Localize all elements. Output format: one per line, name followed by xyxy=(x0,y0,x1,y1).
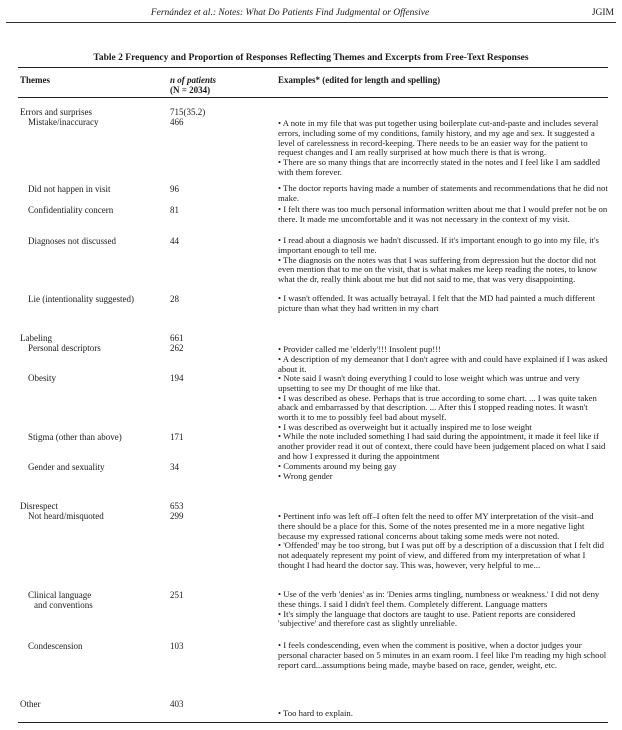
examples-personal-descriptors xyxy=(278,345,608,374)
theme-clinical-language xyxy=(28,590,93,610)
examples-did-not-happen xyxy=(278,184,608,204)
example-text: • Wrong gender xyxy=(278,470,333,481)
count-gender: 34 xyxy=(170,462,179,472)
count-disrespect: 653 xyxy=(170,501,184,511)
header-themes: Themes xyxy=(20,75,50,85)
example-text: • The doctor reports having made a number of statements and recommendations that he did not make. xyxy=(278,183,608,203)
count-condescension: 103 xyxy=(170,641,184,651)
examples-other xyxy=(278,709,608,719)
running-head-journal: JGIM xyxy=(591,8,614,18)
example-text: • A description of my demeanor that I don't agree with and could have explained if I was asked about it. xyxy=(278,353,608,374)
example-text: • There are so many things that are incorrectly stated in the notes and I feel like I am saddled with them forever. xyxy=(278,157,601,177)
examples-clinical-language xyxy=(278,590,608,629)
theme-obesity: Obesity xyxy=(28,373,56,383)
example-text: • I was described as overweight but it actually inspired me to lose weight xyxy=(278,421,532,432)
theme-personal-descriptors: Personal descriptors xyxy=(28,343,101,353)
table-bottom-rule xyxy=(18,722,608,723)
running-head-title: Fernández et al.: Notes: What Do Patients Find Judgmental or Offensive xyxy=(150,8,430,18)
example-text: • While the note included something I had said during the appointment, it made it feel like if another provider read it out of context, there could have been judgement placed on what I said and how I expressed it during the appointment xyxy=(278,431,606,461)
theme-group-disrespect: Disrespect xyxy=(20,501,58,511)
example-text: • A note in my file that was put together using boilerplate cut-and-paste and includes several errors, including some of my conditions, family history, and my age and sex. It suggested a level of carelessness in record-keeping. There needs to be an easier way for the patient to request changes and I am really surprised at how much there is that is wrong. xyxy=(278,118,599,158)
theme-lie: Lie (intentionality suggested) xyxy=(28,294,134,304)
count-errors: 715(35.2) xyxy=(170,107,206,117)
count-confidentiality: 81 xyxy=(170,205,179,215)
example-text: • I feels condescending, even when the comment is positive, when a doctor judges your personal character based on 5 minutes in an exam room. I feel like I'm reading my high school report card...assumptions being made, maybe based on race, gender, weight, etc. xyxy=(278,640,607,670)
example-text: • I felt there was too much personal information written about me that I would prefer not be on there. It made me uncomfortable and it was not necessary in the context of my visit. xyxy=(278,204,608,224)
header-examples: Examples* (edited for length and spelling) xyxy=(278,75,441,85)
count-clinical-language: 251 xyxy=(170,590,184,600)
header-rule xyxy=(6,22,616,23)
count-labeling: 661 xyxy=(170,333,184,343)
header-n xyxy=(170,75,216,95)
theme-not-heard: Not heard/misquoted xyxy=(28,511,104,521)
examples-condescension xyxy=(278,641,608,670)
theme-clinical-language-line1: Clinical language xyxy=(28,590,92,600)
example-text: • Provider called me 'elderly'!!! Insolent pup!!! xyxy=(278,344,441,354)
theme-clinical-language-line2: and conventions xyxy=(34,600,93,610)
examples-stigma xyxy=(278,432,608,461)
examples-not-heard xyxy=(278,512,608,571)
theme-confidentiality: Confidentiality concern xyxy=(28,205,114,215)
theme-mistake: Mistake/inaccuracy xyxy=(28,117,99,127)
count-other: 403 xyxy=(170,699,184,709)
theme-stigma: Stigma (other than above) xyxy=(28,432,122,442)
example-text: • 'Offended' may be too strong, but I was put off by a description of a discussion that I felt did not adequately represent my point of view, and differed from my interpretation of what I thought I had heard the doctor say. This was, however, very helpful to me... xyxy=(278,540,605,570)
header-bottom-rule xyxy=(18,97,608,98)
theme-gender: Gender and sexuality xyxy=(28,462,105,472)
examples-lie xyxy=(278,294,608,314)
examples-obesity xyxy=(278,374,608,433)
example-text: • I wasn't offended. It was actually betrayal. I felt that the MD had painted a much different picture than what they had written in my chart xyxy=(278,293,596,313)
table-caption: Table 2 Frequency and Proportion of Responses Reflecting Themes and Excerpts from Free-Text Responses xyxy=(93,53,529,63)
theme-group-other: Other xyxy=(20,699,41,709)
theme-condescension: Condescension xyxy=(28,641,83,651)
theme-group-errors: Errors and surprises xyxy=(20,107,92,117)
example-text: • I was described as obese. Perhaps that is true according to some chart. ... I was quite taken aback and embarrassed by that description. ... After this I stopped reading notes. It wasn't worth it to me to possibly feel bad about myself. xyxy=(278,392,597,423)
example-text: • I read about a diagnosis we hadn't discussed. If it's important enough to go into my file, it's important enough to tell me. xyxy=(278,235,599,255)
count-personal-descriptors: 262 xyxy=(170,343,184,353)
examples-confidentiality xyxy=(278,205,608,225)
examples-diagnoses xyxy=(278,236,608,285)
theme-group-labeling: Labeling xyxy=(20,333,52,343)
count-stigma: 171 xyxy=(170,432,184,442)
count-diagnoses: 44 xyxy=(170,236,179,246)
table-top-rule xyxy=(18,67,608,68)
count-lie: 28 xyxy=(170,294,179,304)
example-text: • Too hard to explain. xyxy=(278,708,353,718)
count-not-heard: 299 xyxy=(170,511,184,521)
theme-did-not-happen: Did not happen in visit xyxy=(28,184,111,194)
example-text: • Comments around my being gay xyxy=(278,461,397,471)
examples-gender xyxy=(278,462,608,482)
example-text: • It's simply the language that doctors are taught to use. Patient reports are considered 'subjective' and therefore cast as slightly unreliable. xyxy=(278,608,576,629)
count-mistake: 466 xyxy=(170,117,184,127)
header-n-line1: n of patients xyxy=(170,75,217,85)
examples-mistake xyxy=(278,119,608,178)
count-obesity: 194 xyxy=(170,373,184,383)
header-n-line2: (N = 2034) xyxy=(170,85,211,95)
count-did-not-happen: 96 xyxy=(170,184,179,194)
example-text: • Use of the verb 'denies' as in: 'Denies arms tingling, numbness or weakness.' I did not deny these things. I said I didn't feel them. Completely different. Language matters xyxy=(278,589,600,609)
example-text: • Pertinent info was left off–I often felt the need to offer MY interpretation of the visit–and there should be a place for this. Some of the notes presented me in a more negative light because my expressed rational concerns about taking some meds were not noted. xyxy=(278,511,594,541)
theme-diagnoses: Diagnoses not discussed xyxy=(28,236,116,246)
example-text: • Note said I wasn't doing everything I could to lose weight which was untrue and very upsetting to see my Dr thought of me like that. xyxy=(278,373,580,393)
example-text: • The diagnosis on the notes was that I was suffering from depression but the doctor did not even mention that to me on the visit, that is what makes me keep reading the notes, to know what the dr, really think about me but did not said to me, that was very disappointing. xyxy=(278,254,597,285)
